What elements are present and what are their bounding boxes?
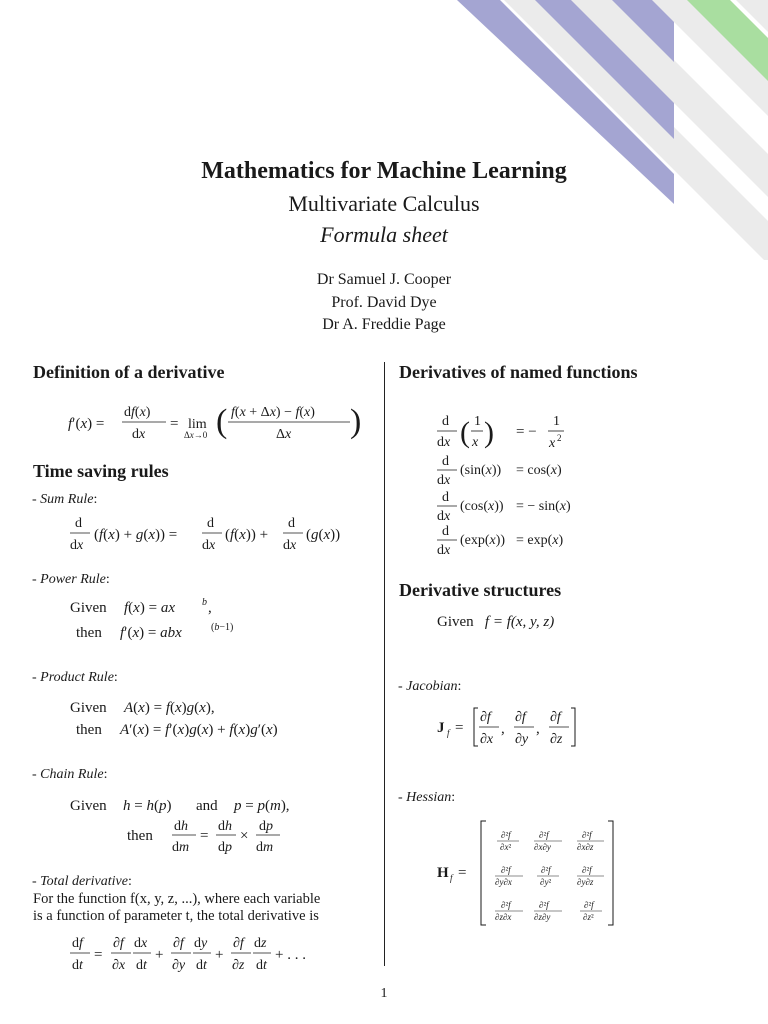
- svg-text:∂²f: ∂²f: [539, 830, 549, 840]
- column-divider: [384, 362, 385, 966]
- svg-text:H: H: [437, 865, 449, 881]
- svg-text:df: df: [72, 936, 83, 951]
- svg-text:1: 1: [474, 414, 481, 429]
- svg-text:dx: dx: [437, 473, 451, 488]
- svg-text:∂²f: ∂²f: [501, 900, 511, 910]
- chain-rule-formula: [70, 793, 320, 863]
- svg-text:dx: dx: [70, 538, 84, 553]
- svg-text:,: ,: [501, 721, 505, 737]
- svg-text:+ . . .: + . . .: [275, 947, 306, 963]
- svg-text:2: 2: [557, 433, 562, 443]
- svg-text:): ): [350, 403, 362, 440]
- svg-text:dx: dx: [134, 936, 148, 951]
- svg-text:dh: dh: [174, 819, 188, 834]
- svg-text:×: ×: [240, 828, 249, 844]
- svg-text:∂²f: ∂²f: [539, 900, 549, 910]
- structures-given: Given: [437, 614, 474, 630]
- svg-text:= −: = −: [516, 424, 537, 440]
- svg-text:∂y∂x: ∂y∂x: [495, 877, 512, 887]
- svg-text:f′(x) = abx: f′(x) = abx: [120, 625, 182, 641]
- svg-text:∂²f: ∂²f: [541, 865, 551, 875]
- svg-text:A′(x) = f′(x)g(x) + f(x)g′(x): A′(x) = f′(x)g(x) + f(x)g′(x): [120, 722, 278, 738]
- svg-text:dy: dy: [194, 936, 208, 951]
- power-rule-text: Power Rule: [40, 572, 106, 587]
- structures-function: f = f(x, y, z): [484, 614, 555, 630]
- svg-text:f′(x) =: f′(x) =: [68, 416, 105, 432]
- svg-text:): ): [484, 416, 494, 449]
- author-1: Dr Samuel J. Cooper: [316, 271, 452, 288]
- product-then: then: [76, 722, 102, 738]
- svg-text:∂x∂z: ∂x∂z: [577, 842, 594, 852]
- svg-text:∂f: ∂f: [550, 710, 561, 725]
- jacobian-label: - Jacobian:: [398, 679, 462, 694]
- total-derivative-formula: [70, 932, 370, 974]
- svg-text:(exp(x)): (exp(x)): [460, 533, 506, 548]
- svg-text:∂²f: ∂²f: [582, 865, 592, 875]
- svg-text:x: x: [472, 435, 479, 450]
- svg-text:∂z²: ∂z²: [583, 912, 594, 922]
- svg-text:1: 1: [553, 414, 560, 429]
- svg-text:∂²f: ∂²f: [501, 865, 511, 875]
- hessian-label: - Hessian:: [398, 790, 456, 805]
- svg-text:df(x): df(x): [124, 405, 151, 420]
- named-functions-heading: Derivatives of named functions: [399, 362, 638, 382]
- decorative-stripes: [0, 0, 768, 260]
- svg-text:,: ,: [536, 721, 540, 737]
- sum-rule-label: - Sum Rule:: [32, 492, 98, 507]
- total-derivative-line-2: is a function of parameter t, the total derivative is: [33, 908, 319, 924]
- svg-text:(f(x) + g(x)) =: (f(x) + g(x)) =: [94, 527, 178, 543]
- svg-text:= exp(x): = exp(x): [516, 533, 564, 548]
- svg-text:A(x) = f(x)g(x),: A(x) = f(x)g(x),: [124, 700, 215, 716]
- chain-given: Given: [70, 798, 107, 814]
- svg-text:Δx: Δx: [276, 427, 292, 442]
- svg-text:=: =: [200, 828, 209, 844]
- total-derivative-description: [33, 891, 378, 925]
- product-rule-label: - Product Rule:: [32, 670, 118, 685]
- svg-text:d: d: [442, 454, 449, 469]
- power-given: Given: [70, 600, 107, 616]
- page-title: Mathematics for Machine Learning: [201, 158, 567, 184]
- svg-text:dz: dz: [254, 936, 267, 951]
- svg-text:f: f: [450, 873, 453, 883]
- svg-text:h = h(p): h = h(p): [123, 798, 172, 814]
- author-3: Dr A. Freddie Page: [322, 316, 446, 333]
- author-2: Prof. David Dye: [331, 294, 437, 311]
- jacobian-formula: [437, 705, 597, 751]
- product-rule-text: Product Rule: [40, 670, 114, 685]
- chain-and: and: [196, 798, 218, 814]
- jacobian-text: Jacobian: [406, 679, 458, 694]
- structures-given-line: [437, 614, 554, 631]
- svg-text:dt: dt: [196, 958, 207, 973]
- sum-rule-formula: [70, 512, 360, 554]
- svg-text:∂z: ∂z: [550, 732, 563, 747]
- svg-text:(: (: [216, 403, 228, 440]
- svg-text:f: f: [447, 728, 450, 738]
- svg-text:∂²f: ∂²f: [582, 830, 592, 840]
- chain-rule-text: Chain Rule: [40, 767, 104, 782]
- svg-text:∂z∂x: ∂z∂x: [495, 912, 512, 922]
- svg-text:=: =: [455, 720, 464, 736]
- svg-text:= − sin(x): = − sin(x): [516, 499, 571, 514]
- svg-text:p = p(m),: p = p(m),: [234, 798, 290, 814]
- svg-text:b: b: [202, 597, 207, 608]
- total-derivative-label: - Total derivative:: [32, 874, 132, 889]
- svg-text:dh: dh: [218, 819, 232, 834]
- named-derivatives-formulas: [436, 410, 636, 560]
- power-rule-label: - Power Rule:: [32, 572, 110, 587]
- svg-text:=: =: [170, 416, 179, 432]
- svg-text:∂f: ∂f: [173, 936, 184, 951]
- svg-text:J: J: [437, 720, 445, 736]
- svg-text:dx: dx: [283, 538, 297, 553]
- svg-text:∂z: ∂z: [232, 958, 245, 973]
- hessian-text: Hessian: [406, 790, 452, 805]
- svg-text:∂x: ∂x: [480, 732, 494, 747]
- page-number: 1: [380, 986, 388, 1001]
- chain-then: then: [127, 828, 153, 844]
- svg-text:dp: dp: [259, 819, 273, 834]
- svg-text:dt: dt: [72, 958, 83, 973]
- svg-text:lim: lim: [188, 417, 207, 432]
- svg-text:∂f: ∂f: [480, 710, 491, 725]
- svg-text:∂x²: ∂x²: [500, 842, 512, 852]
- chain-rule-label: - Chain Rule:: [32, 767, 108, 782]
- svg-text:(cos(x)): (cos(x)): [460, 499, 504, 514]
- svg-text:f(x) = ax: f(x) = ax: [124, 600, 175, 616]
- svg-text:f(x + Δx) − f(x): f(x + Δx) − f(x): [231, 405, 315, 420]
- svg-text:= cos(x): = cos(x): [516, 463, 562, 478]
- svg-text:dx: dx: [437, 543, 451, 558]
- svg-text:∂x∂y: ∂x∂y: [534, 842, 551, 852]
- svg-text:dp: dp: [218, 840, 232, 855]
- product-given: Given: [70, 700, 107, 716]
- svg-text:Δx→0: Δx→0: [184, 430, 208, 440]
- svg-text:(g(x)): (g(x)): [306, 527, 341, 543]
- sheet-label: Formula sheet: [320, 222, 448, 247]
- svg-text:(sin(x)): (sin(x)): [460, 463, 502, 478]
- svg-text:d: d: [288, 516, 295, 531]
- svg-text:dx: dx: [437, 509, 451, 524]
- total-derivative-line-1: For the function f(x, y, z, ...), where each variable: [33, 891, 321, 907]
- svg-text:dm: dm: [256, 840, 274, 855]
- svg-text:dx: dx: [437, 435, 451, 450]
- svg-text:∂z∂y: ∂z∂y: [534, 912, 551, 922]
- svg-text:(b−1): (b−1): [211, 622, 234, 633]
- svg-text:∂f: ∂f: [515, 710, 526, 725]
- svg-text:d: d: [442, 524, 449, 539]
- definition-heading: Definition of a derivative: [33, 362, 225, 382]
- total-derivative-text: Total derivative: [40, 874, 128, 889]
- sum-rule-text: Sum Rule: [40, 492, 94, 507]
- power-rule-formula: [70, 595, 320, 643]
- svg-text:∂²f: ∂²f: [584, 900, 594, 910]
- product-rule-formula: [70, 695, 340, 741]
- svg-text:d: d: [442, 414, 449, 429]
- svg-text:dx: dx: [202, 538, 216, 553]
- svg-text:∂f: ∂f: [233, 936, 244, 951]
- svg-text:=: =: [94, 947, 103, 963]
- svg-text:dm: dm: [172, 840, 190, 855]
- svg-text:∂x: ∂x: [112, 958, 126, 973]
- power-then: then: [76, 625, 102, 641]
- svg-text:dt: dt: [256, 958, 267, 973]
- svg-text:∂f: ∂f: [113, 936, 124, 951]
- svg-text:dt: dt: [136, 958, 147, 973]
- svg-text:=: =: [458, 865, 467, 881]
- svg-text:∂²f: ∂²f: [501, 830, 511, 840]
- svg-text:d: d: [75, 516, 82, 531]
- svg-text:d: d: [207, 516, 214, 531]
- svg-text:(: (: [460, 416, 470, 449]
- svg-text:+: +: [215, 947, 224, 963]
- svg-text:∂y∂z: ∂y∂z: [577, 877, 594, 887]
- svg-text:dx: dx: [132, 427, 146, 442]
- page-subtitle: Multivariate Calculus: [288, 191, 480, 216]
- svg-text:d: d: [442, 490, 449, 505]
- hessian-formula: [437, 818, 627, 930]
- svg-text:,: ,: [208, 600, 212, 616]
- time-saving-heading: Time saving rules: [33, 461, 169, 481]
- svg-text:(f(x)) +: (f(x)) +: [225, 527, 269, 543]
- derivative-definition-formula: [68, 398, 368, 448]
- svg-text:+: +: [155, 947, 164, 963]
- derivative-structures-heading: Derivative structures: [399, 580, 562, 600]
- svg-text:∂y²: ∂y²: [540, 877, 552, 887]
- svg-text:∂y: ∂y: [515, 732, 529, 747]
- svg-text:∂y: ∂y: [172, 958, 186, 973]
- svg-text:x: x: [549, 436, 556, 451]
